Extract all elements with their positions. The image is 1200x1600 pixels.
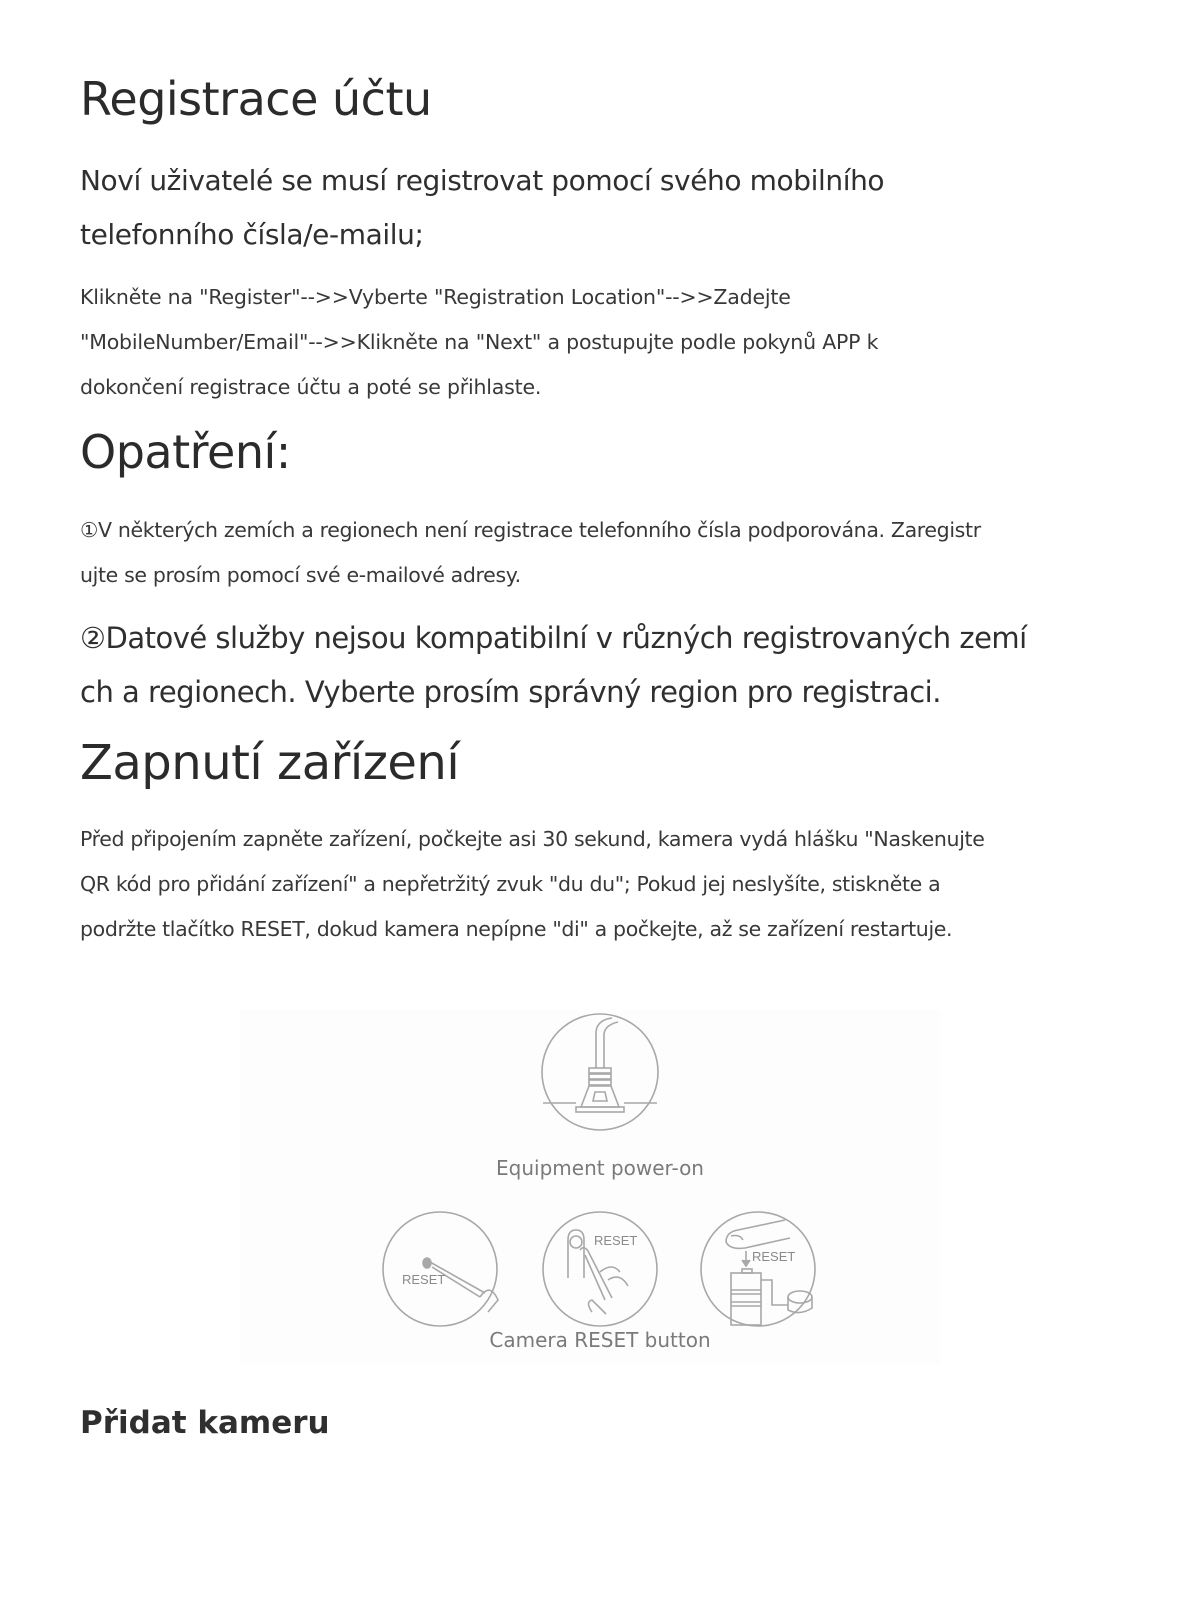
registration-lead — [80, 154, 1120, 262]
registration-heading: Registrace účtu — [80, 72, 432, 126]
note-line: ②Datové služby nejsou kompatibilní v různých registrovaných zemí — [80, 621, 1027, 655]
device-reset-icon — [701, 1212, 815, 1326]
registration-lead-line: telefonního čísla/e-mailu; — [80, 218, 424, 251]
device-setup-illustration — [240, 1010, 940, 1365]
reset-label-device: RESET — [752, 1249, 796, 1264]
power-on-line: QR kód pro přidání zařízení" a nepřetržitý zvuk "du du"; Pokud jej neslyšíte, stiskněte a — [80, 872, 941, 896]
finger-press-icon — [543, 1212, 657, 1326]
instructions-line: Klikněte na "Register"-->>Vyberte "Registration Location"-->>Zadejte — [80, 285, 791, 309]
illustration-graphics — [240, 1010, 940, 1365]
registration-lead-line: Noví uživatelé se musí registrovat pomocí svého mobilního — [80, 164, 885, 197]
precaution-note-1 — [80, 508, 1120, 598]
reset-label-finger: RESET — [594, 1233, 638, 1248]
power-on-line: Před připojením zapněte zařízení, počkejte asi 30 sekund, kamera vydá hlášku "Naskenujte — [80, 827, 985, 851]
reset-label-pin: RESET — [402, 1272, 446, 1287]
reset-button-caption: Camera RESET button — [489, 1328, 711, 1352]
instructions-line: dokončení registrace účtu a poté se přihlaste. — [80, 375, 542, 399]
power-on-caption: Equipment power-on — [496, 1156, 704, 1180]
registration-instructions — [80, 275, 1120, 410]
precaution-note-2 — [80, 611, 1120, 719]
power-on-instructions — [80, 817, 1120, 952]
power-on-line: podržte tlačítko RESET, dokud kamera nepípne "di" a počkejte, až se zařízení restartuje. — [80, 917, 953, 941]
precautions-heading: Opatření: — [80, 425, 291, 479]
instructions-line: "MobileNumber/Email"-->>Klikněte na "Next" a postupujte podle pokynů APP k — [80, 330, 879, 354]
power-plug-icon — [542, 1014, 658, 1130]
add-camera-heading: Přidat kameru — [80, 1405, 330, 1441]
note-line: ujte se prosím pomocí své e-mailové adresy. — [80, 563, 521, 587]
note-line: ①V některých zemích a regionech není registrace telefonního čísla podporována. Zaregistr — [80, 518, 981, 542]
note-line: ch a regionech. Vyberte prosím správný region pro registraci. — [80, 675, 941, 709]
reset-pin-icon — [383, 1212, 498, 1326]
power-on-heading: Zapnutí zařízení — [80, 735, 460, 791]
